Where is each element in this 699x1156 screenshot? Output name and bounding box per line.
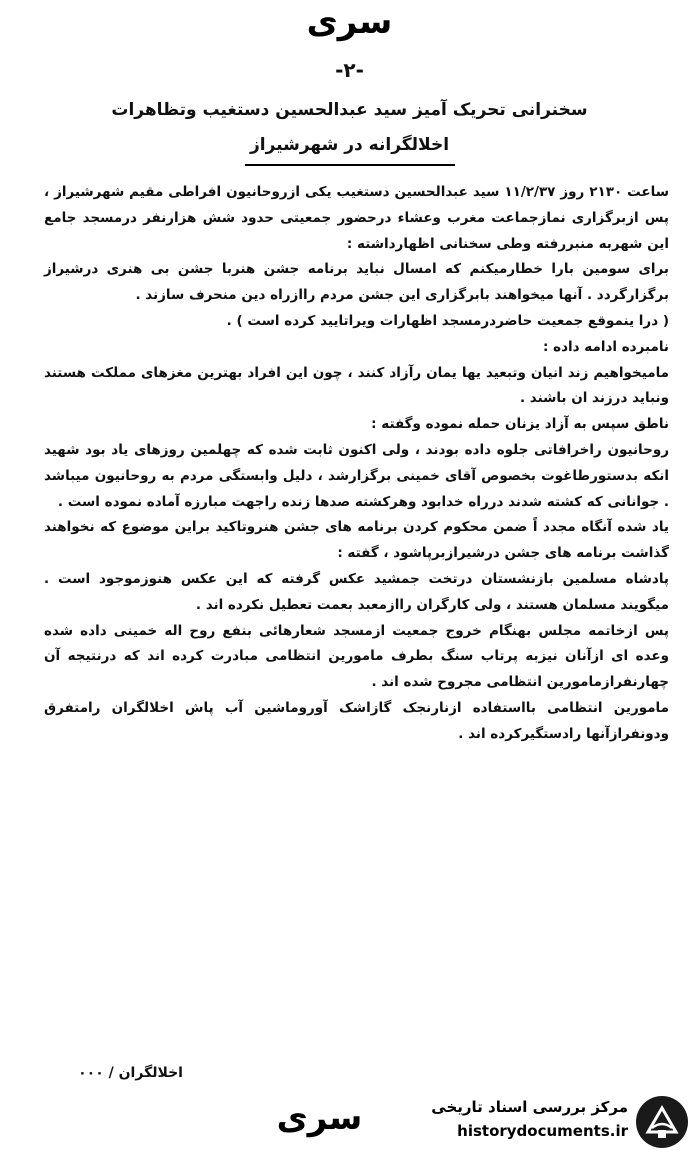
title-underline bbox=[245, 164, 455, 166]
body-paragraph: نامبرده ادامه داده : bbox=[543, 338, 669, 355]
body-paragraph: برای سومین بارا خطارمیکنم که امسال نباید برنامه جشن هنربا جشن بی هنری درشیراز برگزارگردد . آنها میخواهند بابرگزاری این جشن مردم راازراه دین منحرف سازند . bbox=[44, 261, 669, 304]
page-number: -۲- bbox=[335, 58, 364, 82]
body-paragraph: مامورین انتظامی بااستفاده ازنارنجک گازاشک آوروماشین آب پاش اخلالگران رامتفرق ودونفرازآنها رادستگیرکرده اند . bbox=[44, 699, 669, 742]
watermark-url: historydocuments.ir bbox=[457, 1122, 628, 1140]
signature-line: اخلالگران / ۰۰۰ bbox=[78, 1065, 183, 1081]
body-paragraph: پادشاه مسلمین بازنشستان درتخت جمشید عکس گرفته که این عکس هنوزموجود است . میگویند مسلمان هستند ، ولی کارگران راازمعبد بعمت تعطیل نکرده اند . bbox=[44, 570, 669, 613]
classification-stamp-bottom: سری bbox=[276, 1098, 363, 1138]
body-paragraph: روحانیون راخرافاتی جلوه داده بودند ، ولی اکنون ثابت شده که چهلمین روزهای یاد بود شهید انکه بدستورطاغوت بخصوص آقای خمینی برگزارشد ، دلیل وابستگی مردم به روحانیون میباشد . جوانانی که کشته شدند درراه خدابود وهرکشته صدها زنده راجهت مبارزه آماده نموده است . bbox=[44, 441, 669, 510]
archive-watermark bbox=[428, 1094, 690, 1150]
watermark-title: مرکز بررسی اسناد تاریخی bbox=[431, 1098, 628, 1116]
body-paragraph: یاد شده آنگاه مجدد اً ضمن محکوم کردن برنامه های جشن هنروتاکید براین موضوع که نخواهند گذاشت برنامه های جشن درشیرازبرپاشود ، گفته : bbox=[44, 519, 669, 562]
body-paragraph: ساعت ۲۱۳۰ روز ۱۱/۲/۳۷ سید عبدالحسین دستغیب یکی ازروحانیون افراطی مقیم شهرشیراز ، پس ازبرگزاری نمازجماعت مغرب وعشاء درحضور جمعیتی حدود شش هزارنفر درمسجد جامع این شهربه منبررفته وطی سخنانی اظهارداشته : bbox=[44, 184, 669, 252]
body-paragraph: پس ازخاتمه مجلس بهنگام خروج جمعیت ازمسجد شعارهائی بنفع روح اله خمینی داده شده وعده ای ازآنان نیزبه پرتاب سنگ بطرف مامورین انتظامی مبادرت کرده اند که درنتیجه آن چهارنفرازمامورین انتظامی مجروح شده اند . bbox=[44, 622, 669, 691]
archive-logo-icon bbox=[634, 1094, 690, 1150]
body-paragraph: ( درا ینموقع جمعیت حاضردرمسجد اظهارات ویراتایید کرده است ) . bbox=[226, 312, 669, 329]
classification-stamp-top: سری bbox=[306, 2, 393, 42]
document-title-line2: اخلالگرانه در شهرشیراز bbox=[249, 135, 450, 155]
body-paragraph: ناطق سپس به آزاد یزنان حمله نموده وگفته : bbox=[371, 416, 669, 433]
document-title-line1: سخنرانی تحریک آمیز سید عبدالحسین دستغیب وتظاهرات bbox=[111, 100, 588, 120]
document-body bbox=[44, 180, 669, 748]
body-paragraph: مامیخواهیم زند انیان وتبعید یها یمان رآزاد کنند ، چون این افراد بهترین مغزهای مملکت هستند ونباید درزند ان باشند . bbox=[44, 364, 669, 407]
